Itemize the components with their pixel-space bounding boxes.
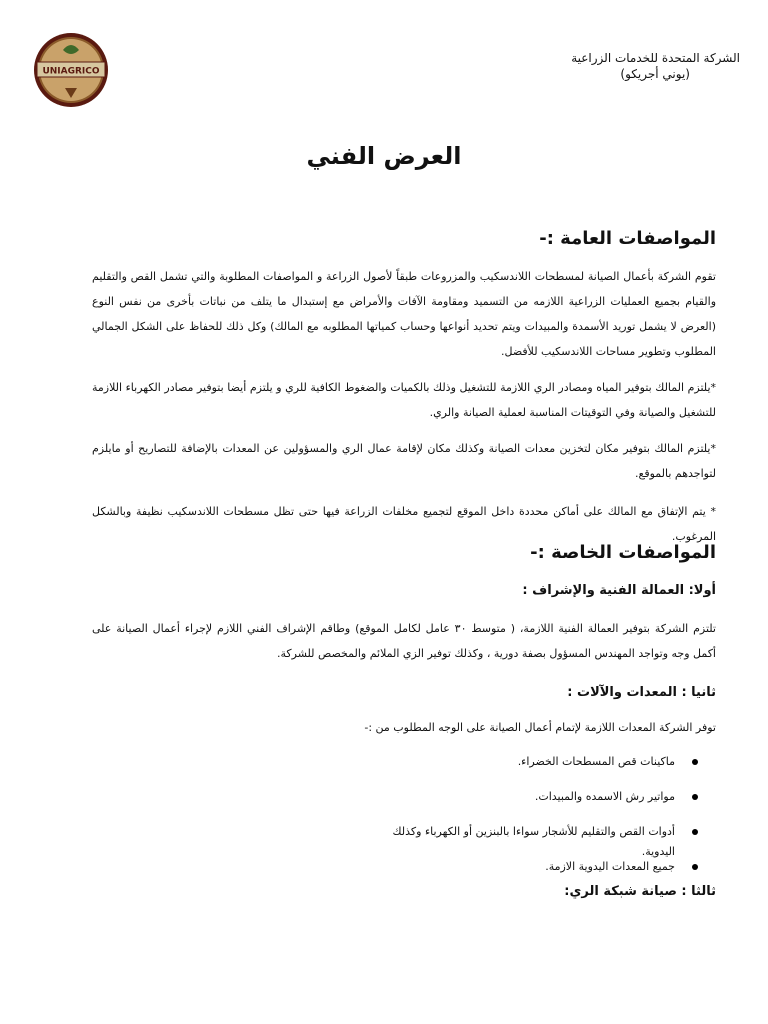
equipment-heading: ثانيا : المعدات والآلات :: [567, 685, 716, 700]
list-item: [378, 752, 698, 787]
company-logo: [33, 30, 109, 110]
logo-text: UNIAGRICO: [42, 66, 100, 77]
general-specs-heading: المواصفات العامة :-: [539, 228, 716, 249]
list-item-text: مواتير رش الاسمده والمبيدات.: [534, 790, 675, 803]
bullet-icon: [692, 794, 698, 800]
special-specs-heading: المواصفات الخاصة :-: [530, 542, 716, 563]
company-alias: (يوني أجريكو): [620, 67, 690, 81]
equipment-list: [378, 752, 698, 892]
labor-paragraph: تلتزم الشركة بتوفير العمالة الفنية اللازمة، ( متوسط ٣٠ عامل لكامل الموقع) وطاقم الإشراف الفني اللازم لإجراء أعمال الصيانة على أكمل وجه وتواجد المهندس المسؤول بصفة دورية ، وكذلك توفير الزي الملائم والمخصص للشركة.: [92, 622, 716, 660]
general-specs-paragraph-2: *يلتزم المالك بتوفير المياه ومصادر الري اللازمة للتشغيل وذلك بالكميات والضغوط الكافية للري و يلتزم أيضا بتوفير مصادر الكهرباء اللازمة للتشغيل والصيانة وفي التوقيتات المناسبة لعملية الصيانة والري.: [92, 381, 716, 419]
irrigation-heading: ثالثا : صيانة شبكة الري:: [564, 884, 716, 899]
list-item-text: أدوات القص والتقليم للأشجار سواءا بالبنزين أو الكهرباء وكذلك اليدوية.: [392, 825, 675, 858]
general-specs-paragraph-4: * يتم الإتفاق مع المالك على أماكن محددة داخل الموقع لتجميع مخلفات الزراعة فيها حتى تظل مسطحات اللاندسكيب نظيفة وبالشكل المرغوب.: [92, 505, 716, 543]
equipment-intro: توفر الشركة المعدات اللازمة لإتمام أعمال الصيانة على الوجه المطلوب من :-: [364, 721, 716, 734]
labor-heading: أولا: العمالة الفنية والإشراف :: [522, 583, 716, 598]
bullet-icon: [692, 759, 698, 765]
bullet-icon: [692, 864, 698, 870]
general-specs-paragraph-3: *يلتزم المالك بتوفير مكان لتخزين معدات الصيانة وكذلك مكان لإقامة عمال الري والمسؤولين عن المعدات بالإضافة للتصاريح أو مايلزم لتواجدهم بالموقع.: [92, 442, 716, 480]
company-header: [440, 50, 740, 82]
bullet-icon: [692, 829, 698, 835]
list-item: [378, 822, 698, 857]
company-name: الشركة المتحدة للخدمات الزراعية: [571, 51, 740, 65]
list-item: [378, 787, 698, 822]
list-item-text: جميع المعدات اليدوية الازمة.: [545, 860, 675, 873]
document-title: العرض الفني: [306, 142, 462, 170]
general-specs-paragraph-1: تقوم الشركة بأعمال الصيانة لمسطحات اللاندسكيب والمزروعات طبقاً لأصول الزراعة و المواصفات المطلوبة والتي تشمل القص والتقليم والقيام بجميع العمليات الزراعية اللازمه من التسميد ومقاومة الآفات والأمراض مع إستبدال ما يتلف من نباتات بأخرى من نفس النوع (العرض لا يشمل توريد الأسمدة والمبيدات ويتم تحديد أنواعها وحساب كمياتها المطلوبه مع المالك) وكل ذلك للحفاظ على الشكل الجمالي المطلوب وتطوير مساحات اللاندسكيب للأفضل.: [92, 270, 716, 358]
list-item-text: ماكينات قص المسطحات الخضراء.: [517, 755, 675, 768]
